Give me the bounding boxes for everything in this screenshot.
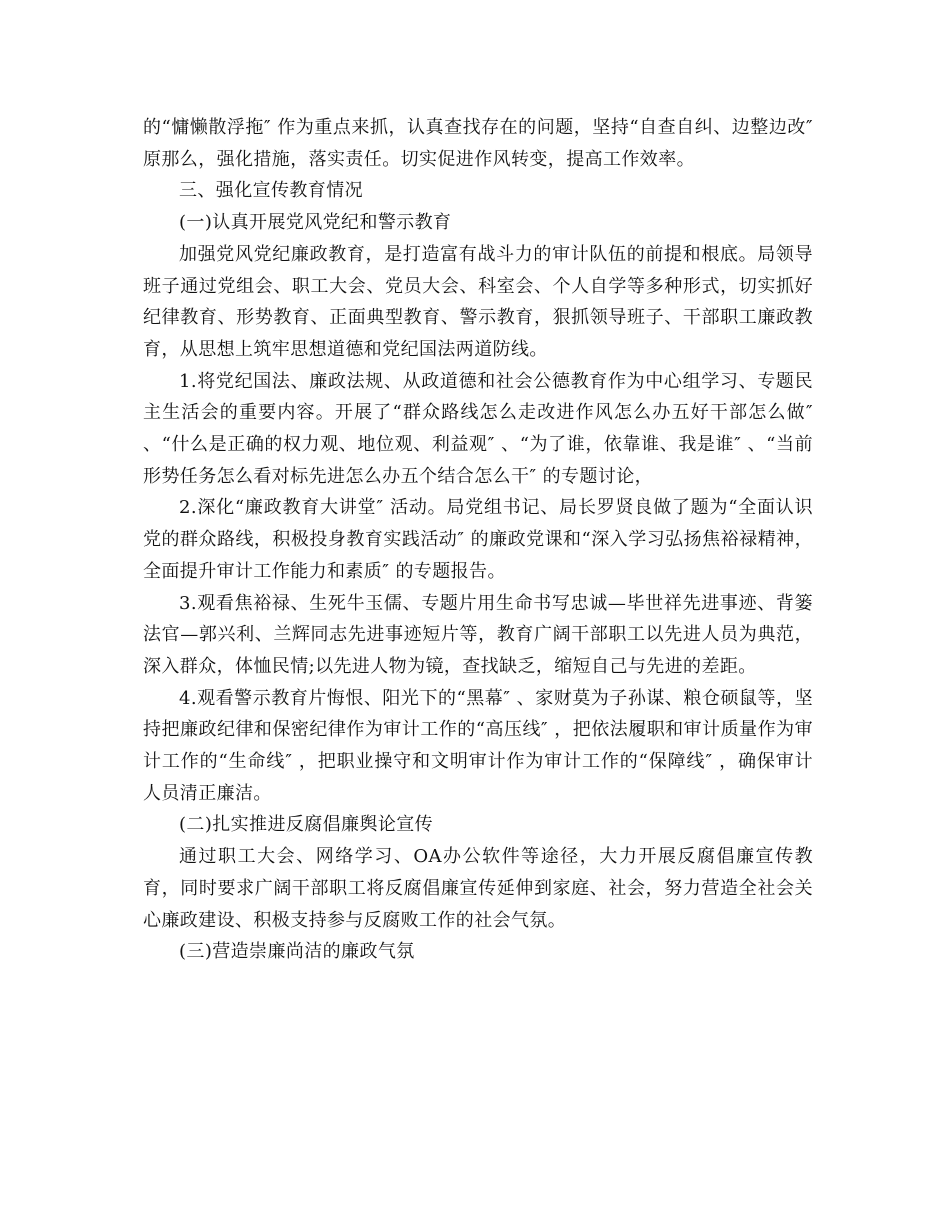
subsection-heading-anti-corruption-publicity: (二)扎实推进反腐倡廉舆论宣传 (179, 814, 434, 836)
list-item-1: 1.将党纪国法、廉政法规、从政道德和社会公德教育作为中心组学习、专题民主生活会的重要内容。开展了“群众路线怎么走改进作风怎么办五好干部怎么做″ 、“什么是正确的权力观、地位观、利益观″ 、“为了谁，依靠谁、我是谁″ 、“当前形势任务怎么看对标先进怎么办五个结合怎么干″ 的专题讨论， (143, 370, 813, 487)
paragraph-integrity-education: 加强党风党纪廉政教育，是打造富有战斗力的审计队伍的前提和根底。局领导班子通过党组会、职工大会、党员大会、科室会、个人自学等多种形式，切实抓好纪律教育、形势教育、正面典型教育、警示教育，狠抓领导班子、干部职工廉政教育，从思想上筑牢思想道德和党纪国法两道防线。 (143, 243, 813, 360)
list-item-3: 3.观看焦裕禄、生死牛玉儒、专题片用生命书写忠诚—毕世祥先进事迹、背篓法官—郭兴利、兰辉同志先进事迹短片等，教育广阔干部职工以先进人员为典范，深入群众，体恤民情;以先进人物为镜，查找缺乏，缩短自己与先进的差距。 (143, 592, 813, 677)
document-body (143, 112, 813, 968)
paragraph-work-style-focus: 的“慵懒散浮拖″ 作为重点来抓，认真查找存在的问题，坚持“自查自纠、边整边改″ 原那么，强化措施，落实责任。切实促进作风转变，提高工作效率。 (143, 117, 813, 170)
subsection-heading-integrity-atmosphere: (三)营造崇廉尚洁的廉政气氛 (179, 941, 415, 963)
paragraph-publicity-channels: 通过职工大会、网络学习、OA办公软件等途径，大力开展反腐倡廉宣传教育，同时要求广阔干部职工将反腐倡廉宣传延伸到家庭、社会，努力营造全社会关心廉政建设、积极支持参与反腐败工作的社会气氛。 (143, 846, 813, 931)
list-item-2: 2.深化“廉政教育大讲堂″ 活动。局党组书记、局长罗贤良做了题为“全面认识党的群众路线，积极投身教育实践活动″ 的廉政党课和“深入学习弘扬焦裕禄精神，全面提升审计工作能力和素质″ 的专题报告。 (143, 497, 813, 582)
subsection-heading-party-discipline: (一)认真开展党风党纪和警示教育 (179, 212, 452, 234)
section-heading-publicity-education: 三、强化宣传教育情况 (179, 180, 363, 202)
list-item-4: 4.观看警示教育片悔恨、阳光下的“黑幕″ 、家财莫为子孙谋、粮仓硕鼠等，坚持把廉政纪律和保密纪律作为审计工作的“高压线″ ，把依法履职和审计质量作为审计工作的“生命线″ ，把职业操守和文明审计作为审计工作的“保障线″ ，确保审计人员清正廉洁。 (143, 687, 813, 804)
